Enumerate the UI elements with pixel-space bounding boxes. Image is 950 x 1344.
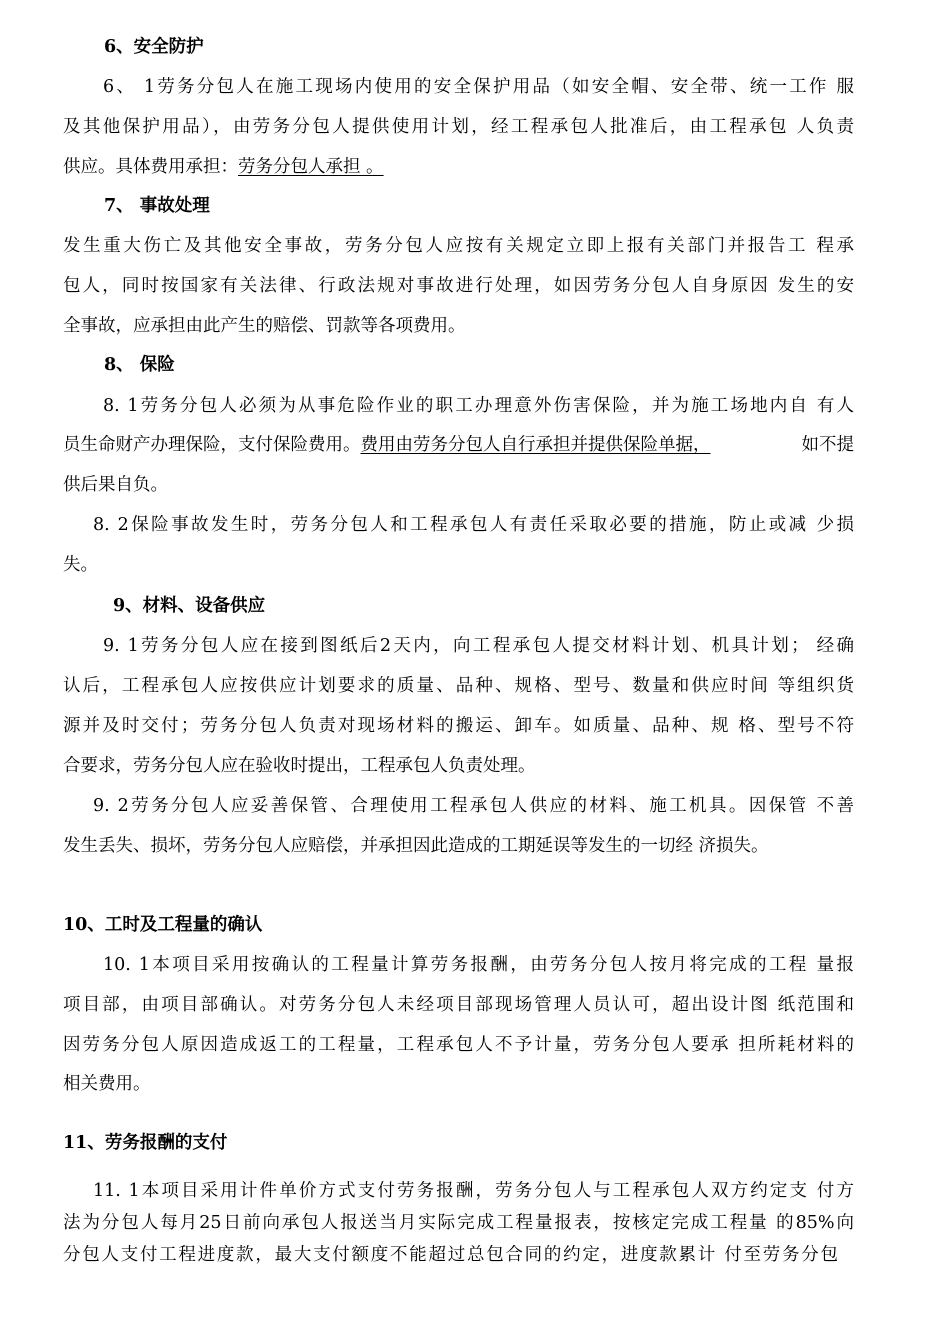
section-8-heading: 8、 保险 [104, 355, 175, 375]
section-9-paragraph-line: 9. 2劳务分包人应妥善保管、合理使用工程承包人供应的材料、施工机具。因保管 不善 [93, 796, 854, 816]
section-11-paragraph-line: 法为分包人每月25日前向承包人报送当月实际完成工程量报表，按核定完成工程量 的85%向 [63, 1213, 854, 1233]
section-8-paragraph-line: 供后果自负。 [63, 475, 168, 495]
section-7-paragraph-line: 全事故，应承担由此产生的赔偿、罚款等各项费用。 [63, 316, 466, 336]
section-10-paragraph-line: 相关费用。 [63, 1074, 151, 1094]
section-8-paragraph-line: 失。 [63, 555, 98, 575]
section-11-paragraph-line: 分包人支付工程进度款，最大支付额度不能超过总包合同的约定，进度款累计 付至劳务分包 [63, 1245, 838, 1265]
cost-bearing-value: 劳务分包人承担 。 [238, 157, 384, 177]
section-8-paragraph-line [63, 435, 854, 455]
section-6-paragraph-line [63, 157, 384, 177]
section-7-heading: 7、 事故处理 [104, 196, 210, 216]
section-6-paragraph-line: 6、 1劳务分包人在施工现场内使用的安全保护用品（如安全帽、安全带、统一工作 服 [103, 77, 854, 97]
section-11-heading: 11、劳务报酬的支付 [63, 1133, 228, 1153]
section-7-paragraph-line: 发生重大伤亡及其他安全事故，劳务分包人应按有关规定立即上报有关部门并报告工 程承 [63, 236, 854, 256]
section-8-paragraph-line: 8. 1劳务分包人必须为从事危险作业的职工办理意外伤害保险，并为施工场地内自 有人 [103, 396, 854, 416]
section-10-paragraph-line: 因劳务分包人原因造成返工的工程量，工程承包人不予计量，劳务分包人要承 担所耗材料的 [63, 1035, 854, 1055]
section-9-paragraph-line: 合要求，劳务分包人应在验收时提出，工程承包人负责处理。 [63, 756, 536, 776]
section-9-paragraph-line: 源并及时交付；劳务分包人负责对现场材料的搬运、卸车。如质量、品种、规 格、型号不符 [63, 716, 854, 736]
section-9-paragraph-line: 9. 1劳务分包人应在接到图纸后2天内，向工程承包人提交材料计划、机具计划； 经确 [103, 636, 854, 656]
section-10-paragraph-line: 10. 1本项目采用按确认的工程量计算劳务报酬，由劳务分包人按月将完成的工程 量报 [103, 955, 854, 975]
section-10-heading: 10、工时及工程量的确认 [63, 915, 263, 935]
section-9-paragraph-line: 认后，工程承包人应按供应计划要求的质量、品种、规格、型号、数量和供应时间 等组织货 [63, 676, 854, 696]
section-8-paragraph-line: 8. 2保险事故发生时，劳务分包人和工程承包人有责任采取必要的措施，防止或减 少损 [93, 515, 854, 535]
section-6-paragraph-line: 及其他保护用品），由劳务分包人提供使用计划，经工程承包人批准后，由工程承包 人负责 [63, 117, 854, 137]
section-10-paragraph-line: 项目部，由项目部确认。对劳务分包人未经项目部现场管理人员认可，超出设计图 纸范围和 [63, 995, 854, 1015]
section-9-heading: 9、材料、设备供应 [113, 596, 266, 616]
insurance-text-tail: 如不提 [801, 435, 854, 455]
section-6-heading: 6、安全防护 [104, 37, 204, 57]
section-7-paragraph-line: 包人，同时按国家有关法律、行政法规对事故进行处理，如因劳务分包人自身原因 发生的安 [63, 276, 854, 296]
insurance-text: 员生命财产办理保险，支付保险费用。 [63, 435, 361, 455]
cost-bearing-label: 供应。具体费用承担： [63, 157, 238, 177]
section-9-paragraph-line: 发生丢失、损坏，劳务分包人应赔偿，并承担因此造成的工期延误等发生的一切经 济损失。 [63, 836, 769, 856]
section-11-paragraph-line: 11. 1本项目采用计件单价方式支付劳务报酬，劳务分包人与工程承包人双方约定支 付方 [93, 1181, 854, 1201]
insurance-underlined-text: 费用由劳务分包人自行承担并提供保险单据， [360, 435, 711, 455]
